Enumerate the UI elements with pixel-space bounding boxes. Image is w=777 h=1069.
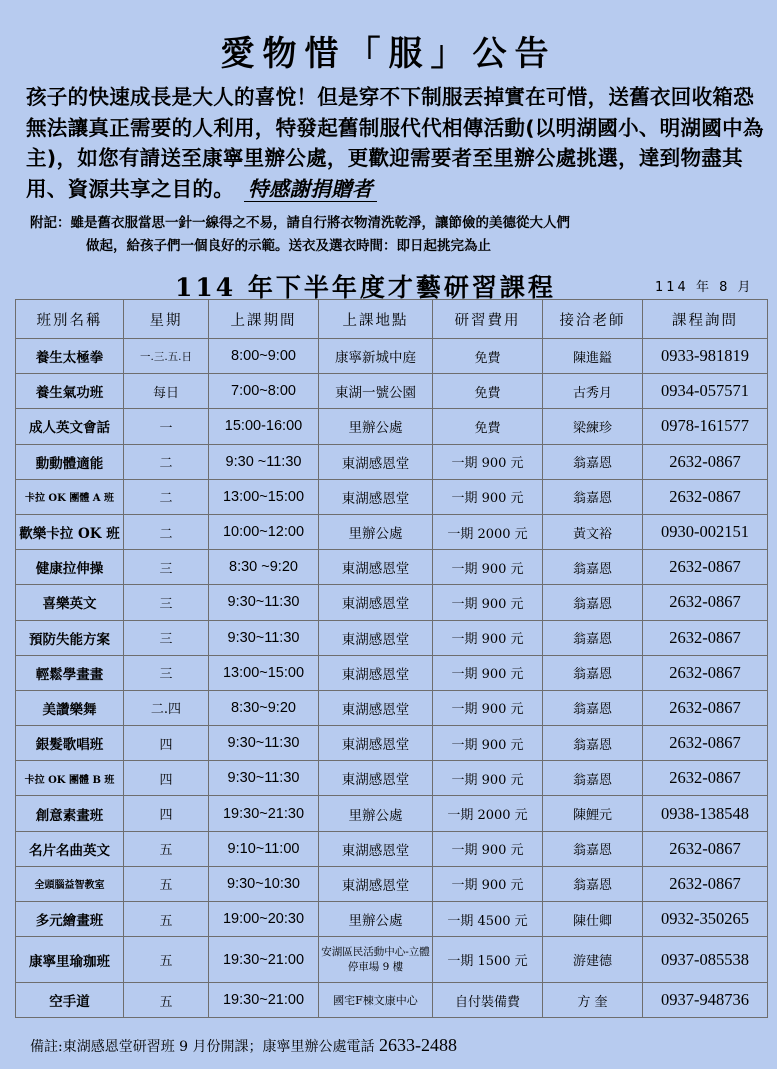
- cell-day: 二: [124, 444, 209, 479]
- cell-fee: 一期 900 元: [433, 866, 543, 901]
- intro-paragraph: [26, 82, 771, 204]
- cell-teacher: 梁練珍: [543, 409, 643, 444]
- cell-teacher: 陳進鎰: [543, 339, 643, 374]
- cell-class-name: 健康拉伸操: [16, 550, 124, 585]
- cell-day: 二: [124, 479, 209, 514]
- cell-teacher: 黃文裕: [543, 514, 643, 549]
- cell-time: 8:00~9:00: [209, 339, 319, 374]
- cell-class-name: 銀髮歌唱班: [16, 726, 124, 761]
- cell-class-name: 美讚樂舞: [16, 690, 124, 725]
- cell-location: 東湖感恩堂: [319, 726, 433, 761]
- cell-day: 四: [124, 796, 209, 831]
- cell-time: 19:30~21:00: [209, 937, 319, 983]
- cell-fee: 一期 900 元: [433, 761, 543, 796]
- cell-day: 四: [124, 726, 209, 761]
- table-row: [16, 550, 768, 585]
- cell-time: 19:00~20:30: [209, 902, 319, 937]
- cell-time: 9:30~11:30: [209, 761, 319, 796]
- cell-class-name: 養生太極拳: [16, 339, 124, 374]
- thanks-donors: 特感謝捐贈者: [244, 177, 377, 202]
- announcement-date: 114 年 8 月: [655, 280, 754, 295]
- cell-day: 五: [124, 831, 209, 866]
- cell-teacher: 翁嘉恩: [543, 690, 643, 725]
- cell-fee: 一期 900 元: [433, 726, 543, 761]
- cell-day: 五: [124, 983, 209, 1018]
- cell-fee: 一期 2000 元: [433, 514, 543, 549]
- table-row: [16, 726, 768, 761]
- cell-location: 安湖區民活動中心-立體停車場 9 樓: [319, 937, 433, 983]
- footer-note: [30, 1035, 457, 1056]
- cell-class-name: 歡樂卡拉 OK 班: [16, 514, 124, 549]
- cell-time: 9:30~11:30: [209, 726, 319, 761]
- cell-time: 13:00~15:00: [209, 655, 319, 690]
- cell-day: 五: [124, 902, 209, 937]
- cell-class-name: 名片名曲英文: [16, 831, 124, 866]
- cell-class-name: 輕鬆學畫畫: [16, 655, 124, 690]
- cell-location: 東湖感恩堂: [319, 479, 433, 514]
- table-row: [16, 655, 768, 690]
- table-row: [16, 902, 768, 937]
- header-location: 上課地點: [319, 300, 433, 339]
- cell-contact: 2632-0867: [643, 479, 768, 514]
- cell-fee: 一期 2000 元: [433, 796, 543, 831]
- cell-contact: 0934-057571: [643, 374, 768, 409]
- table-row: [16, 690, 768, 725]
- note-section: [30, 212, 770, 258]
- cell-location: 里辦公處: [319, 796, 433, 831]
- cell-time: 9:10~11:00: [209, 831, 319, 866]
- cell-contact: 2632-0867: [643, 831, 768, 866]
- cell-contact: 0978-161577: [643, 409, 768, 444]
- cell-day: 每日: [124, 374, 209, 409]
- table-row: [16, 620, 768, 655]
- cell-fee: 一期 900 元: [433, 550, 543, 585]
- cell-teacher: 翁嘉恩: [543, 585, 643, 620]
- cell-class-name: 卡拉 OK 團體 A 班: [16, 479, 124, 514]
- cell-location: 東湖感恩堂: [319, 550, 433, 585]
- cell-day: 二.四: [124, 690, 209, 725]
- cell-day: 五: [124, 937, 209, 983]
- cell-day: 三: [124, 585, 209, 620]
- cell-contact: 2632-0867: [643, 761, 768, 796]
- intro-text: 孩子的快速成長是大人的喜悅！但是穿不下制服丟掉實在可惜，送舊衣回收箱恐無法讓真正需要的人利用，特發起舊制服代代相傳活動(以明湖國小、明湖國中為主)，如您有請送至康寧里辦公處，更歡迎需要者至里辦公處挑選，達到物盡其用、資源共享之目的。: [26, 85, 764, 201]
- course-subtitle: 114 年下半年度才藝研習課程: [175, 273, 556, 302]
- cell-contact: 0932-350265: [643, 902, 768, 937]
- cell-location: 里辦公處: [319, 514, 433, 549]
- cell-contact: 2632-0867: [643, 655, 768, 690]
- table-row: [16, 514, 768, 549]
- cell-time: 9:30~10:30: [209, 866, 319, 901]
- cell-class-name: 全頭腦益智教室: [16, 866, 124, 901]
- cell-time: 19:30~21:00: [209, 983, 319, 1018]
- cell-time: 7:00~8:00: [209, 374, 319, 409]
- table-row: [16, 761, 768, 796]
- table-row: [16, 937, 768, 983]
- cell-location: 東湖感恩堂: [319, 690, 433, 725]
- cell-location: 里辦公處: [319, 902, 433, 937]
- cell-contact: 2632-0867: [643, 620, 768, 655]
- cell-class-name: 養生氣功班: [16, 374, 124, 409]
- course-table: [15, 299, 768, 1018]
- cell-teacher: 古秀月: [543, 374, 643, 409]
- table-row: [16, 831, 768, 866]
- cell-contact: 0938-138548: [643, 796, 768, 831]
- cell-fee: 免費: [433, 409, 543, 444]
- table-row: [16, 444, 768, 479]
- cell-contact: 2632-0867: [643, 444, 768, 479]
- table-row: [16, 585, 768, 620]
- header-time: 上課期間: [209, 300, 319, 339]
- cell-location: 國宅F棟文康中心: [319, 983, 433, 1018]
- cell-day: 四: [124, 761, 209, 796]
- table-row: [16, 409, 768, 444]
- cell-time: 8:30 ~9:20: [209, 550, 319, 585]
- table-body: [16, 339, 768, 1018]
- cell-location: 東湖感恩堂: [319, 831, 433, 866]
- page-title: 愛物惜「服」公告: [220, 34, 557, 74]
- cell-contact: 2632-0867: [643, 585, 768, 620]
- cell-teacher: 游建德: [543, 937, 643, 983]
- table-row: [16, 796, 768, 831]
- cell-location: 康寧新城中庭: [319, 339, 433, 374]
- cell-day: 二: [124, 514, 209, 549]
- cell-contact: 0937-948736: [643, 983, 768, 1018]
- cell-teacher: 翁嘉恩: [543, 550, 643, 585]
- cell-class-name: 成人英文會話: [16, 409, 124, 444]
- cell-class-name: 多元繪畫班: [16, 902, 124, 937]
- cell-day: 一.三.五.日: [124, 339, 209, 374]
- cell-day: 三: [124, 655, 209, 690]
- cell-location: 東湖感恩堂: [319, 444, 433, 479]
- cell-class-name: 空手道: [16, 983, 124, 1018]
- cell-location: 東湖感恩堂: [319, 866, 433, 901]
- cell-fee: 一期 900 元: [433, 655, 543, 690]
- cell-day: 三: [124, 550, 209, 585]
- cell-contact: 2632-0867: [643, 550, 768, 585]
- cell-time: 9:30~11:30: [209, 620, 319, 655]
- table-row: [16, 479, 768, 514]
- table-header-row: [16, 300, 768, 339]
- cell-contact: 2632-0867: [643, 726, 768, 761]
- cell-teacher: 陳仕卿: [543, 902, 643, 937]
- cell-day: 五: [124, 866, 209, 901]
- cell-time: 9:30 ~11:30: [209, 444, 319, 479]
- footer-text: 備註:東湖感恩堂研習班 9 月份開課；康寧里辦公處電話: [30, 1039, 375, 1055]
- cell-class-name: 創意素畫班: [16, 796, 124, 831]
- table-row: [16, 374, 768, 409]
- cell-teacher: 方 奎: [543, 983, 643, 1018]
- cell-contact: 0937-085538: [643, 937, 768, 983]
- cell-contact: 0933-981819: [643, 339, 768, 374]
- header-teacher: 接洽老師: [543, 300, 643, 339]
- cell-fee: 一期 900 元: [433, 620, 543, 655]
- cell-location: 東湖感恩堂: [319, 655, 433, 690]
- cell-location: 里辦公處: [319, 409, 433, 444]
- cell-teacher: 翁嘉恩: [543, 761, 643, 796]
- cell-fee: 一期 4500 元: [433, 902, 543, 937]
- cell-class-name: 卡拉 OK 團體 B 班: [16, 761, 124, 796]
- cell-fee: 免費: [433, 374, 543, 409]
- header-day: 星期: [124, 300, 209, 339]
- cell-time: 8:30~9:20: [209, 690, 319, 725]
- cell-fee: 一期 900 元: [433, 585, 543, 620]
- footer-phone: 2633-2488: [378, 1035, 457, 1055]
- cell-day: 一: [124, 409, 209, 444]
- cell-teacher: 翁嘉恩: [543, 620, 643, 655]
- table-row: [16, 983, 768, 1018]
- header-class-name: 班別名稱: [16, 300, 124, 339]
- cell-contact: 2632-0867: [643, 690, 768, 725]
- cell-fee: 一期 900 元: [433, 444, 543, 479]
- cell-location: 東湖感恩堂: [319, 585, 433, 620]
- cell-time: 13:00~15:00: [209, 479, 319, 514]
- cell-location: 東湖感恩堂: [319, 620, 433, 655]
- cell-teacher: 翁嘉恩: [543, 479, 643, 514]
- cell-fee: 一期 900 元: [433, 479, 543, 514]
- cell-day: 三: [124, 620, 209, 655]
- table-row: [16, 339, 768, 374]
- cell-class-name: 喜樂英文: [16, 585, 124, 620]
- cell-location: 東湖一號公園: [319, 374, 433, 409]
- cell-fee: 一期 900 元: [433, 690, 543, 725]
- cell-teacher: 翁嘉恩: [543, 726, 643, 761]
- cell-fee: 自付裝備費: [433, 983, 543, 1018]
- cell-teacher: 陳鯉元: [543, 796, 643, 831]
- cell-class-name: 康寧里瑜珈班: [16, 937, 124, 983]
- cell-time: 9:30~11:30: [209, 585, 319, 620]
- cell-fee: 一期 1500 元: [433, 937, 543, 983]
- note-line-1: 附記：雖是舊衣服當思一針一線得之不易，請自行將衣物清洗乾淨，讓節儉的美德從大人們: [30, 215, 570, 231]
- cell-contact: 0930-002151: [643, 514, 768, 549]
- note-line-2: 做起，給孩子們一個良好的示範。送衣及選衣時間：即日起挑完為止: [86, 238, 491, 254]
- cell-fee: 免費: [433, 339, 543, 374]
- table-row: [16, 866, 768, 901]
- cell-class-name: 預防失能方案: [16, 620, 124, 655]
- header-contact: 課程詢問: [643, 300, 768, 339]
- cell-teacher: 翁嘉恩: [543, 866, 643, 901]
- cell-teacher: 翁嘉恩: [543, 831, 643, 866]
- cell-class-name: 動動體適能: [16, 444, 124, 479]
- header-fee: 研習費用: [433, 300, 543, 339]
- cell-time: 15:00-16:00: [209, 409, 319, 444]
- cell-time: 10:00~12:00: [209, 514, 319, 549]
- cell-teacher: 翁嘉恩: [543, 444, 643, 479]
- cell-contact: 2632-0867: [643, 866, 768, 901]
- cell-time: 19:30~21:30: [209, 796, 319, 831]
- cell-location: 東湖感恩堂: [319, 761, 433, 796]
- cell-fee: 一期 900 元: [433, 831, 543, 866]
- cell-teacher: 翁嘉恩: [543, 655, 643, 690]
